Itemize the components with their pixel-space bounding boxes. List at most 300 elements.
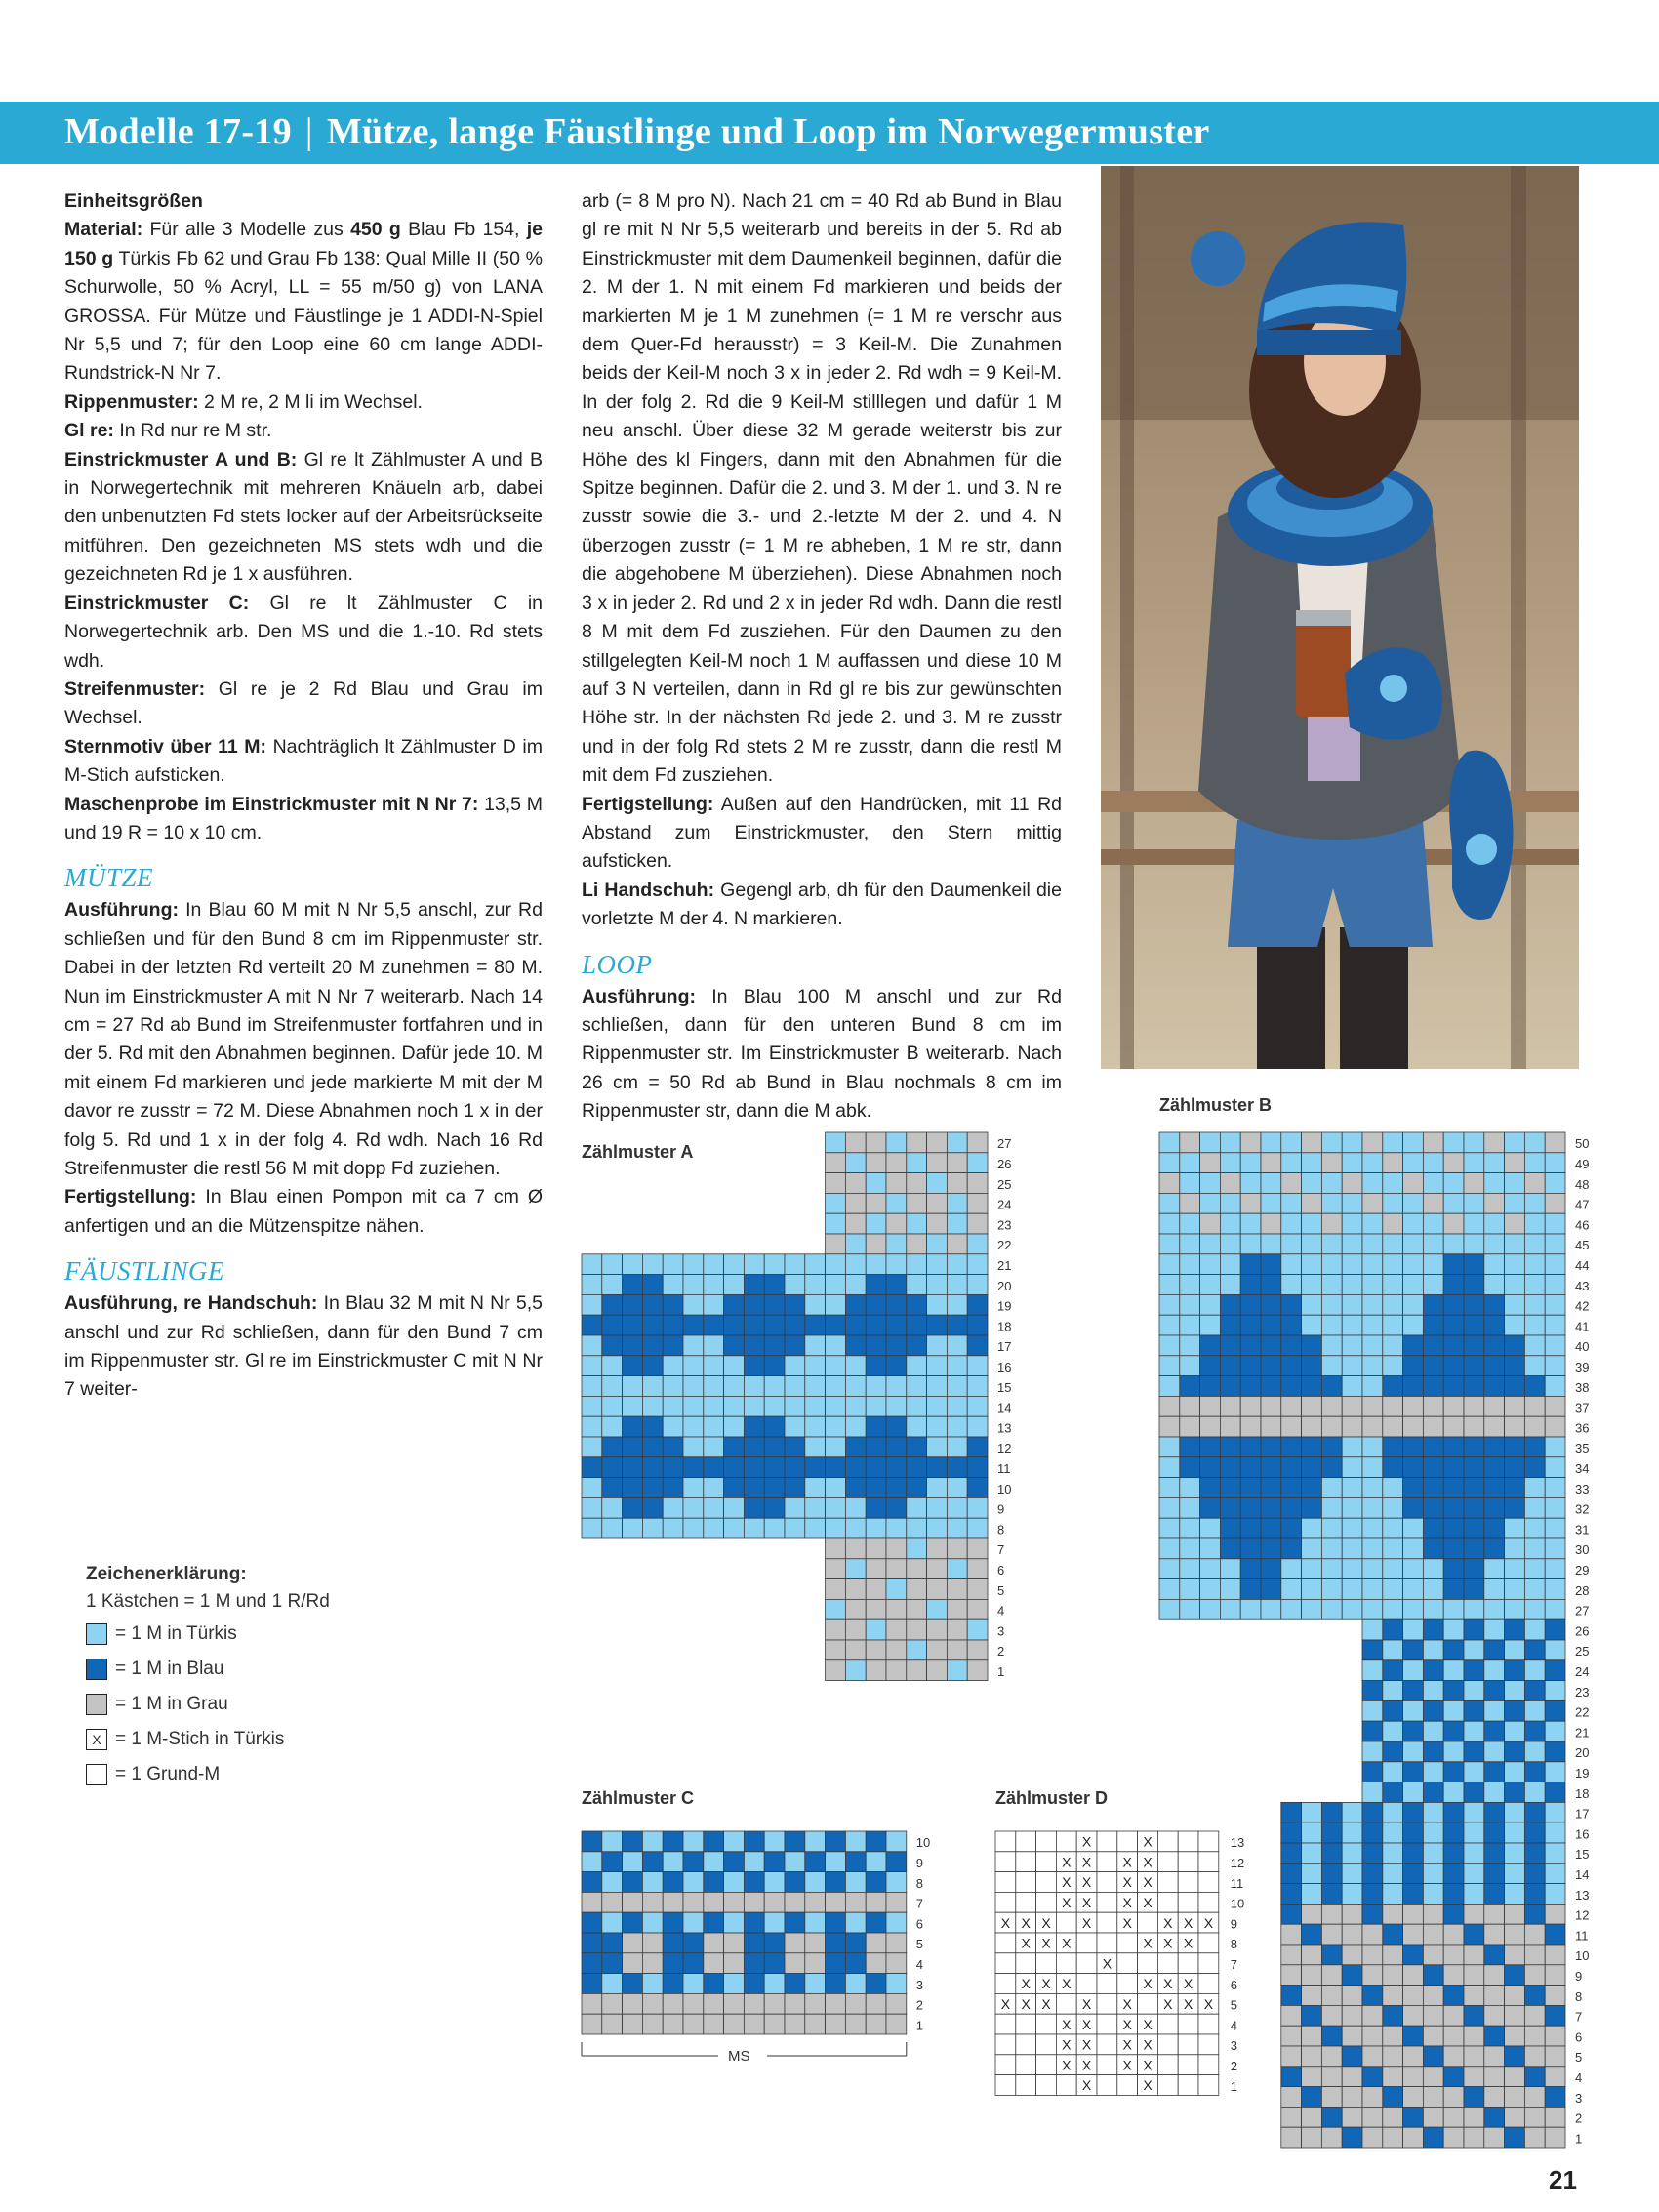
chart-cell [1484,1721,1505,1741]
chart-cell [826,1852,846,1872]
chart-cell [826,1335,846,1356]
chart-cell [1076,1933,1097,1953]
chart-cell [1464,1599,1484,1619]
chart-cell [1220,1132,1240,1153]
chart-cell [1383,1660,1403,1681]
chart-cell [1464,1802,1484,1823]
chart-cell [1281,1864,1302,1884]
chart-cell [1545,2107,1565,2127]
chart-cell [1443,1864,1464,1884]
chart-cell [1464,1173,1484,1194]
chart-cell [1443,1559,1464,1579]
einstrick-ab-paragraph [64,446,543,590]
chart-cell [1362,1254,1383,1275]
chart-cell [1220,1153,1240,1173]
chart-cell [1261,1254,1281,1275]
chart-cell [1261,1457,1281,1478]
chart-cell [1403,1619,1424,1640]
chart-cell [1484,1681,1505,1701]
chart-cell [1423,1700,1443,1721]
chart-cell [602,1831,623,1852]
chart-cell [1443,1315,1464,1335]
chart-cell [1505,2067,1525,2087]
chart-cell [1484,1945,1505,1965]
chart-cell [845,1376,866,1397]
chart-cell [1159,1193,1180,1213]
chart-cell [1036,2075,1057,2096]
chart-cell [967,1356,988,1376]
row-number: 3 [1575,2090,1583,2106]
chart-cell [1180,1478,1200,1498]
chart-cell [1240,1234,1261,1254]
chart-cell [642,1497,663,1518]
chart-cell [1403,2005,1424,2026]
chart-cell [1545,1153,1565,1173]
chart-cell [1159,1437,1180,1457]
chart-cell [1240,1376,1261,1397]
chart-cell [886,1912,907,1933]
chart-cell [845,1315,866,1335]
chart-cell [1464,1497,1484,1518]
row-number: 18 [1575,1785,1590,1801]
chart-cell [1302,1945,1322,1965]
chart-cell [1200,1254,1221,1275]
chart-cell [704,1933,724,1953]
chart-cell [1240,1294,1261,1315]
chart-cell [886,1396,907,1416]
row-number: 33 [1575,1481,1590,1496]
chart-cell [1178,1872,1198,1893]
chart-cell [947,1497,967,1518]
chart-cell [947,1579,967,1600]
chart-cell [845,1579,866,1600]
chart-cell [845,1538,866,1559]
chart-cell [1302,1965,1322,1986]
chart-cell [1240,1356,1261,1376]
row-number: 10 [1230,1896,1245,1911]
chart-cell [1281,1986,1302,2006]
chart-cell [1505,1945,1525,1965]
chart-cell [785,1831,805,1852]
chart-cell [1505,1741,1525,1762]
chart-cell [602,1974,623,1994]
chart-cell [582,1953,602,1974]
chart-cell [866,1974,886,1994]
chart-cell [907,1173,927,1194]
chart-cell [1505,1619,1525,1640]
row-number: 44 [1575,1258,1590,1274]
chart-cell [1443,2067,1464,2087]
chart-cell [1403,1173,1424,1194]
chart-cell [1464,2087,1484,2108]
chart-cell [805,1518,826,1538]
chart-cell [1281,1416,1302,1437]
row-number: 5 [1230,1997,1238,2013]
chart-cell [623,1497,643,1518]
chart-cell [663,1457,683,1478]
chart-cell [907,1376,927,1397]
chart-cell [1362,1193,1383,1213]
chart-cell [1281,1497,1302,1518]
chart-cell [1240,1213,1261,1234]
chart-cell [582,1376,602,1397]
chart-cell [642,1294,663,1315]
chart-cell [1281,1234,1302,1254]
chart-cell [886,1619,907,1640]
chart-cell [1362,2026,1383,2046]
chart-cell [826,1234,846,1254]
chart-cell [704,1852,724,1872]
chart-cell [927,1579,948,1600]
page-number: 21 [1549,2165,1577,2194]
chart-cell [1302,2127,1322,2148]
chart-cell [1321,1559,1342,1579]
chart-cell [1321,1965,1342,1986]
chart-cell [1383,1721,1403,1741]
chart-cell [1443,1579,1464,1600]
chart-cell [1423,1843,1443,1864]
chart-cell [1362,2046,1383,2067]
chart-cell [1423,1376,1443,1397]
chart-cell [1159,1213,1180,1234]
chart-cell [1464,1437,1484,1457]
chart-cell [907,1396,927,1416]
chart-cell [805,1437,826,1457]
chart-cell [704,1912,724,1933]
chart-cell [1281,2026,1302,2046]
chart-cell [1342,1924,1362,1945]
chart-cell [744,1254,764,1275]
chart-cell [1220,1234,1240,1254]
stitch-mark: X [1041,1914,1051,1931]
chart-cell [744,1912,764,1933]
chart-cell [927,1457,948,1478]
chart-cell [1321,1294,1342,1315]
chart-cell [1383,1396,1403,1416]
chart-cell [805,1275,826,1295]
chart-cell [1524,1945,1545,1965]
chart-cell [866,1396,886,1416]
chart-cell [1545,1335,1565,1356]
chart-cell [642,1872,663,1893]
chart-cell [642,1315,663,1335]
material-label: Material: [64,219,143,241]
chart-cell [744,1852,764,1872]
row-number: 1 [1230,2078,1238,2094]
chart-cell [1321,1538,1342,1559]
chart-cell [1281,2087,1302,2108]
chart-cell [1240,1416,1261,1437]
chart-cell [785,1518,805,1538]
chart-cell [785,1933,805,1953]
chart-cell [602,1275,623,1295]
chart-cell [1281,1193,1302,1213]
row-number: 2 [1230,2059,1238,2074]
chart-cell [623,1912,643,1933]
row-number: 4 [915,1957,924,1973]
chart-cell [704,1457,724,1478]
chart-cell [1036,1852,1057,1872]
chart-cell [1524,1315,1545,1335]
chart-cell [1403,1802,1424,1823]
chart-cell [1545,1132,1565,1153]
chart-cell [1117,1974,1138,1994]
chart-cell [845,1335,866,1356]
chart-cell [1383,1924,1403,1945]
chart-cell [683,1416,704,1437]
row-number: 43 [1575,1278,1590,1293]
chart-cell [1505,1986,1525,2006]
chart-cell [1302,2026,1322,2046]
chart-cell [1200,1193,1221,1213]
stitch-mark: X [1081,2016,1092,2032]
chart-cell [1505,1762,1525,1782]
chart-cell [1403,1924,1424,1945]
chart-cell [1524,1153,1545,1173]
chart-cell [1524,1700,1545,1721]
chart-cell [1484,1782,1505,1803]
chart-cell [1443,1884,1464,1905]
chart-cell [845,1254,866,1275]
chart-cell [724,1457,745,1478]
chart-cell [886,1974,907,1994]
chart-cell [683,1478,704,1498]
chart-cell [582,1275,602,1295]
chart-cell [1484,1437,1505,1457]
chart-cell [1464,1619,1484,1640]
stitch-mark: X [1041,1996,1051,2012]
legend-subtitle: 1 Kästchen = 1 M und 1 R/Rd [86,1591,330,1612]
chart-cell [1200,1275,1221,1295]
chart-cell [1200,1376,1221,1397]
chart-cell [947,1437,967,1457]
chart-cell [1261,1376,1281,1397]
chart-cell [683,1974,704,1994]
chart-cell [582,1852,602,1872]
chart-cell [623,1892,643,1912]
chart-cell [866,1335,886,1356]
chart-cell [1484,1132,1505,1153]
term-text: 2 M re, 2 M li im Wechsel. [198,390,423,413]
chart-cell [1443,1986,1464,2006]
chart-cell [1423,1823,1443,1843]
chart-cell [724,1356,745,1376]
chart-cell [1464,1416,1484,1437]
chart-cell [1321,1457,1342,1478]
chart-cell [1505,1864,1525,1884]
chart-cell [1505,1965,1525,1986]
chart-cell [866,1579,886,1600]
row-number: 9 [997,1501,1005,1517]
chart-cell [764,1497,785,1518]
chart-cell [582,1457,602,1478]
chart-cell [1056,1831,1076,1852]
row-number: 8 [997,1522,1005,1537]
chart-cell [927,1153,948,1173]
stitch-mark: X [1143,1895,1153,1910]
chart-cell [1321,1518,1342,1538]
chart-cell [967,1457,988,1478]
chart-cell [1178,1831,1198,1852]
chart-cell [805,1254,826,1275]
chart-cell [1403,1497,1424,1518]
chart-cell [744,1497,764,1518]
chart-cell [1281,1945,1302,1965]
chart-cell [1505,1782,1525,1803]
chart-cell [1159,1497,1180,1518]
chart-cell [826,1132,846,1153]
chart-cell [1342,2026,1362,2046]
row-number: 8 [915,1875,924,1891]
stitch-mark: X [1122,1996,1132,2012]
row-number: 12 [1575,1907,1590,1923]
chart-cell [927,1619,948,1640]
chart-cell [866,1933,886,1953]
chart-cell [967,1294,988,1315]
chart-cell [785,2014,805,2034]
chart-cell [1484,1843,1505,1864]
chart-cell [927,1478,948,1498]
chart-cell [1281,1213,1302,1234]
chart-cell [785,1254,805,1275]
muetze-fertigstellung [64,1183,543,1241]
chart-cell [582,1831,602,1852]
row-number: 1 [997,1664,1005,1680]
chart-cell [845,1993,866,2014]
chart-cell [1403,1416,1424,1437]
chart-cell [1281,1599,1302,1619]
row-number: 25 [1575,1644,1590,1659]
chart-cell [1524,1986,1545,2006]
chart-cell [1545,1864,1565,1884]
chart-cell [1281,1356,1302,1376]
chart-cell [1383,1579,1403,1600]
chart-cell [663,1831,683,1852]
chart-cell [1484,1741,1505,1762]
row-number: 20 [1575,1745,1590,1761]
chart-cell [602,1518,623,1538]
chart-cell [724,1396,745,1416]
chart-cell [1200,1294,1221,1315]
chart-cell [1220,1315,1240,1335]
chart-cell [1484,1213,1505,1234]
chart-cell [642,1953,663,1974]
chart-cell [1302,1884,1322,1905]
chart-cell [1220,1599,1240,1619]
row-number: 13 [1575,1887,1590,1903]
chart-cell [845,1974,866,1994]
chart-cell [1423,1986,1443,2006]
chart-cell [1383,1843,1403,1864]
stitch-mark: X [1021,1996,1031,2012]
chart-cell [1403,1700,1424,1721]
chart-cell [602,1416,623,1437]
chart-cell [1016,1831,1036,1852]
chart-cell [1198,2055,1219,2075]
chart-cell [1423,2046,1443,2067]
chart-cell [1464,1782,1484,1803]
chart-cell [1281,1823,1302,1843]
chart-cell [1220,1294,1240,1315]
chart-cell [1403,1782,1424,1803]
chart-cell [1036,1892,1057,1912]
chart-cell [927,1416,948,1437]
chart-cell [927,1599,948,1619]
chart-cell [1178,2075,1198,2096]
chart-cell [1484,1497,1505,1518]
chart-cell [927,1275,948,1295]
chart-cell [1178,1953,1198,1974]
chart-cell [785,1497,805,1518]
header-title-text: Mütze, lange Fäustlinge und Loop im Norwegermuster [326,111,1210,152]
chart-cell [907,1416,927,1437]
chart-cell [1403,1518,1424,1538]
chart-cell [1117,1933,1138,1953]
chart-cell [1302,1518,1322,1538]
chart-cell [1342,1437,1362,1457]
chart-cell [1281,1884,1302,1905]
row-number: 10 [915,1835,931,1851]
chart-cell [1200,1416,1221,1437]
stitch-mark: X [1203,1996,1214,2012]
chart-cell [1524,1823,1545,1843]
chart-cell [1464,2046,1484,2067]
chart-cell [663,1912,683,1933]
chart-cell [1159,1396,1180,1416]
sizes-label: Einheitsgrößen [64,190,203,212]
chart-cell [785,1356,805,1376]
chart-cell [724,1993,745,2014]
legend-item-tuerkis [86,1617,330,1652]
chart-cell [1484,1823,1505,1843]
chart-cell [623,1315,643,1335]
chart-cell [886,1356,907,1376]
chart-cell [1180,1559,1200,1579]
ms-label: MS [728,2048,750,2065]
chart-cell [1200,1234,1221,1254]
chart-cell [826,1193,846,1213]
chart-cell [947,1416,967,1437]
chart-cell [683,1872,704,1893]
chart-cell [1443,1924,1464,1945]
chart-cell [1403,1132,1424,1153]
chart-cell [845,1478,866,1498]
chart-cell [907,1213,927,1234]
chart-cell [1505,1315,1525,1335]
chart-cell [1545,1416,1565,1437]
row-number: 5 [1575,2050,1583,2066]
chart-cell [886,1335,907,1356]
chart-cell [663,1993,683,2014]
chart-cell [663,1933,683,1953]
row-number: 27 [997,1136,1012,1152]
chart-cell [1097,1933,1117,1953]
chart-cell [663,1497,683,1518]
term-text: In Blau 100 M anschl und zur Rd schließen, dann für den unteren Bund 8 cm im Rippenmuster str. Im Einstrickmuster B weiterarb. Nach 26 cm = 50 Rd ab Bund in Blau nochmals 8 cm im Rippenmuster str, dann die M abk. [582,985,1062,1123]
row-number: 7 [1230,1957,1238,1973]
chart-cell [995,2075,1016,2096]
chart-cell [1342,1356,1362,1376]
term-label: Li Handschuh: [582,879,715,901]
chart-cell [845,1640,866,1660]
chart-cell [1342,1173,1362,1194]
chart-cell [1302,1376,1322,1397]
chart-cell [1484,1193,1505,1213]
chart-cell [1342,2005,1362,2026]
chart-cell [1016,2034,1036,2055]
chart-cell [1362,1823,1383,1843]
chart-cell [1545,1721,1565,1741]
